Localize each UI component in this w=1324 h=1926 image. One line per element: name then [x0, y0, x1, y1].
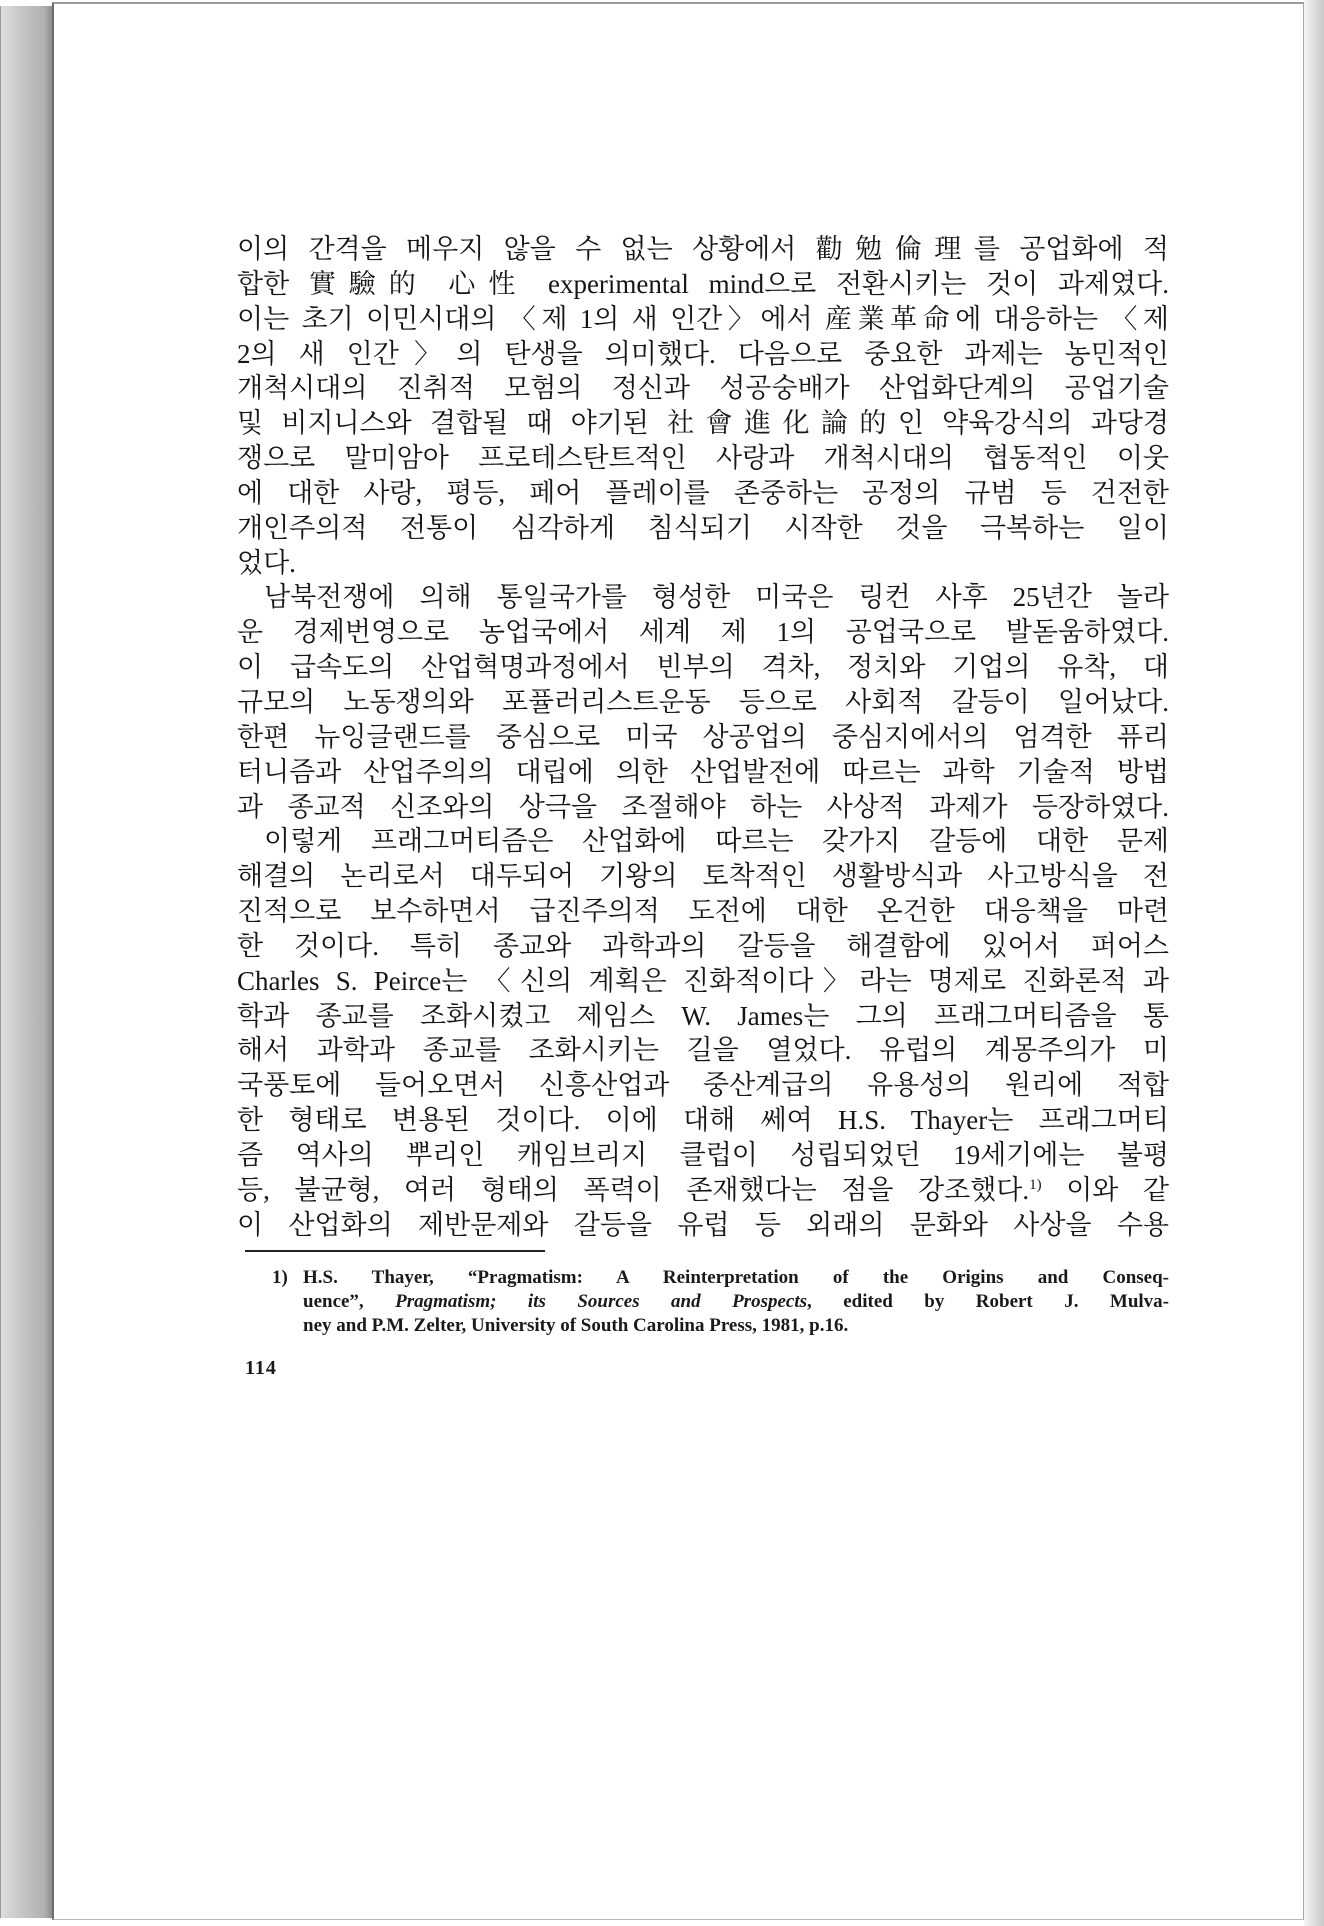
footnote-text: uence”, — [303, 1291, 364, 1312]
footnote-text: , edited by Robert J. Mulva- — [807, 1291, 1170, 1312]
text-line: 규모의 노동쟁의와 포퓰러리스트운동 등으로 사회적 갈등이 일어났다. — [237, 686, 1169, 717]
text-line: 쟁으로 말미암아 프로테스탄트적인 사랑과 개척시대의 협동적인 이웃 — [237, 443, 1169, 474]
text-line: 학과 종교를 조화시켰고 제임스 W. James는 그의 프래그머티즘을 통 — [237, 1000, 1169, 1031]
book-spine-edge — [0, 6, 52, 1918]
text-line — [237, 1173, 1169, 1208]
text-segment: 이와 같 — [1066, 1174, 1170, 1205]
body-text — [237, 232, 1169, 1242]
text-line: 한편 뉴잉글랜드를 중심으로 미국 상공업의 중심지에서의 엄격한 퓨리 — [237, 721, 1169, 752]
footnote-marker: 1) — [272, 1267, 288, 1288]
text-line: 에 대한 사랑, 평등, 페어 플레이를 존중하는 공정의 규범 등 건전한 — [237, 477, 1169, 508]
footnote-line: ney and P.M. Zelter, University of South Carolina Press, 1981, p.16. — [303, 1315, 849, 1336]
text-line: 터니즘과 산업주의의 대립에 의한 산업발전에 따르는 과학 기술적 방법 — [237, 756, 1169, 787]
text-line: 남북전쟁에 의해 통일국가를 형성한 미국은 링컨 사후 25년간 놀라 — [264, 582, 1169, 613]
text-line: 이 급속도의 산업혁명과정에서 빈부의 격차, 정치와 기업의 유착, 대 — [237, 652, 1169, 683]
text-line: 이렇게 프래그머티즘은 산업화에 따르는 갖가지 갈등에 대한 문제 — [264, 826, 1169, 857]
text-line: 국풍토에 들어오면서 신흥산업과 중산계급의 유용성의 원리에 적합 — [237, 1070, 1169, 1101]
footnote-separator — [245, 1250, 545, 1252]
footnote-line — [272, 1266, 1169, 1290]
text-line: 이 산업화의 제반문제와 갈등을 유럽 등 외래의 문화와 사상을 수용 — [237, 1209, 1169, 1240]
text-line: 었다. — [237, 547, 296, 578]
text-line: Charles S. Peirce는 〈신의 계획은 진화적이다〉라는 명제로 진화론적 과 — [237, 965, 1169, 996]
text-line: 2의 새 인간〉의 탄생을 의미했다. 다음으로 중요한 과제는 농민적인 — [237, 338, 1169, 369]
text-line: 진적으로 보수하면서 급진주의적 도전에 대한 온건한 대응책을 마련 — [237, 896, 1169, 927]
text-line: 합한 實驗的 心性 experimental mind으로 전환시키는 것이 과제였다. — [237, 268, 1169, 299]
text-line: 한 형태로 변용된 것이다. 이에 대해 쎄여 H.S. Thayer는 프래그머티 — [237, 1105, 1169, 1136]
footnote-book-title: Pragmatism; its Sources and Prospects — [395, 1291, 808, 1312]
paragraph — [237, 824, 1169, 1242]
text-line: 및 비지니스와 결합될 때 야기된 社會進化論的인 약육강식의 과당경 — [237, 408, 1169, 439]
text-line: 과 종교적 신조와의 상극을 조절해야 하는 사상적 과제가 등장하였다. — [237, 791, 1169, 822]
text-line: 해서 과학과 종교를 조화시키는 길을 열었다. 유럽의 계몽주의가 미 — [237, 1035, 1169, 1066]
page-edge-shadow — [1304, 0, 1324, 1926]
text-line: 개척시대의 진취적 모험의 정신과 성공숭배가 산업화단계의 공업기술 — [237, 373, 1169, 404]
footnote-ref: 1) — [1029, 1176, 1042, 1193]
footnote-line — [303, 1290, 1169, 1314]
text-line: 이는 초기 이민시대의 〈제 1의 새 인간〉에서 産業革命에 대응하는 〈제 — [237, 303, 1169, 334]
text-line: 개인주의적 전통이 심각하게 침식되기 시작한 것을 극복하는 일이 — [237, 512, 1169, 543]
text-line: 이의 간격을 메우지 않을 수 없는 상황에서 勸勉倫理를 공업화에 적 — [237, 234, 1169, 264]
page-number: 114 — [245, 1357, 277, 1379]
paragraph — [237, 232, 1169, 580]
text-line: 운 경제번영으로 농업국에서 세계 제 1의 공업국으로 발돋움하였다. — [237, 617, 1169, 648]
text-line: 해결의 논리로서 대두되어 기왕의 토착적인 생활방식과 사고방식을 전 — [237, 861, 1169, 892]
footnote — [272, 1266, 1170, 1338]
text-segment: 등, 불균형, 여러 형태의 폭력이 존재했다는 점을 강조했다. — [237, 1174, 1030, 1205]
paragraph — [237, 580, 1169, 824]
text-line: 한 것이다. 특히 종교와 과학과의 갈등을 해결함에 있어서 퍼어스 — [237, 930, 1169, 961]
text-line: 즘 역사의 뿌리인 캐임브리지 클럽이 성립되었던 19세기에는 불평 — [237, 1139, 1169, 1170]
footnote-text: H.S. Thayer, “Pragmatism: A Reinterpretation of the Origins and Conseq- — [303, 1267, 1169, 1288]
